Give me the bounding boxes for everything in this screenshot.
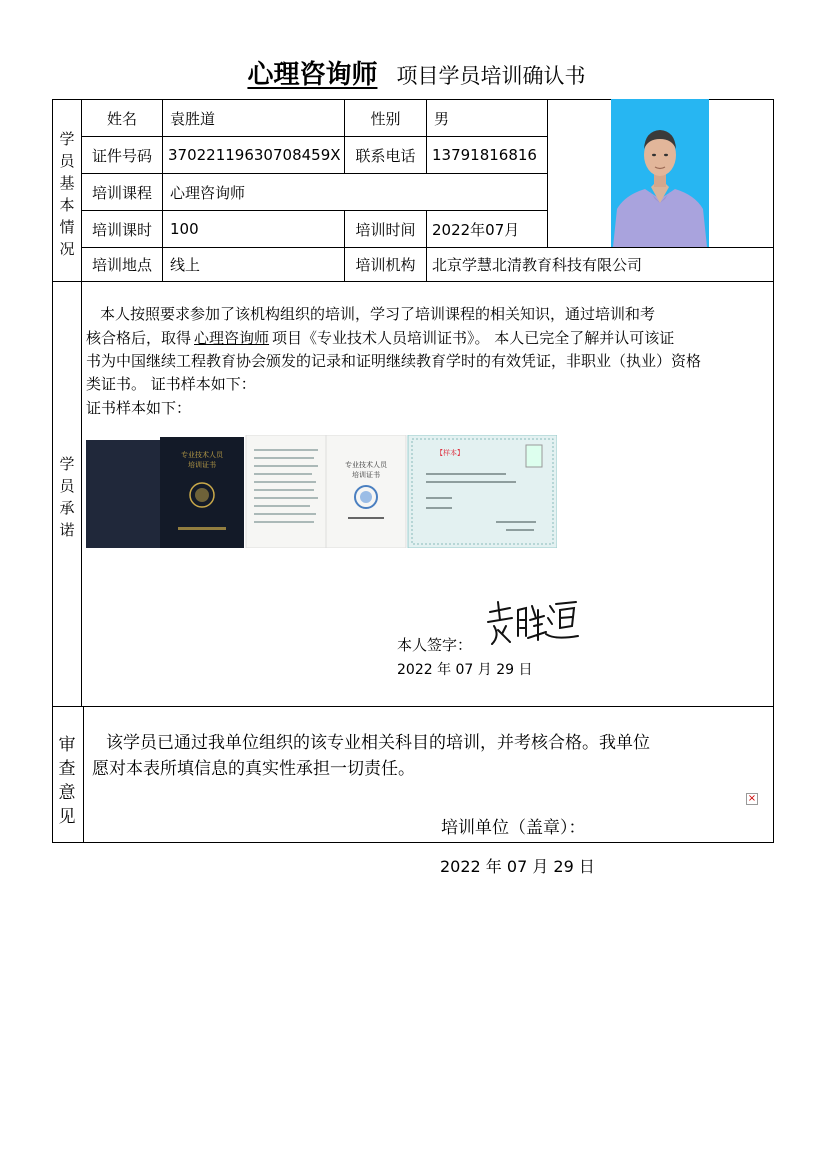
place-value: 线上 [162,247,345,282]
org-label: 培训机构 [344,247,427,282]
svg-text:专业技术人员: 专业技术人员 [345,461,387,469]
phone-label: 联系电话 [344,136,427,174]
promise-course: 心理咨询师 [194,329,270,347]
review-date: 2022 年 07 月 29 日 [440,857,595,876]
place-label: 培训地点 [81,247,163,282]
certificate-samples [86,435,557,548]
title-course: 心理咨询师 [247,60,378,90]
time-label: 培训时间 [344,210,427,248]
gender-label: 性别 [344,99,427,137]
review-line-1: 该学员已通过我单位组织的该专业相关科目的培训，并考核合格。我单位 [106,733,650,753]
stamp-label: 培训单位（盖章）： [441,818,586,838]
id-value: 37022119630708459X [162,136,345,174]
review-line-2: 愿对本表所填信息的真实性承担一切责任。 [92,759,415,779]
time-value: 2022年07月 [426,210,548,248]
promise-line-3: 书为中国继续工程教育协会颁发的记录和证明继续教育学时的有效凭证，非职业（执业）资格 [86,352,702,370]
phone-value: 13791816816 [426,136,548,174]
course-label: 培训课程 [81,173,163,211]
promise-line-1: 本人按照要求参加了该机构组织的培训，学习了培训课程的相关知识，通过培训和考 [100,305,656,323]
svg-text:专业技术人员: 专业技术人员 [181,451,223,459]
sign-label: 本人签字： [397,636,473,654]
org-value: 北京学慧北清教育科技有限公司 [426,247,774,282]
applicant-photo [611,99,709,247]
promise-date: 2022 年 07 月 29 日 [397,662,533,678]
course-value: 心理咨询师 [162,173,548,211]
basic-section-label: 学 员 基 本 情 况 [59,130,75,258]
svg-text:【样本】: 【样本】 [436,449,464,457]
svg-text:培训证书: 培训证书 [352,471,380,479]
promise-line-2: 核合格后，取得 心理咨询师 项目《专业技术人员培训证书》。 本人已完全了解并认可该证 [86,329,675,347]
promise-line-4: 类证书。 证书样本如下： [86,375,256,393]
hours-value: 100 [162,210,345,248]
title-text: 项目学员培训确认书 [396,64,586,88]
gender-value: 男 [426,99,548,137]
name-label: 姓名 [81,99,163,137]
id-label: 证件号码 [81,136,163,174]
signature-image [484,596,580,648]
promise-section-label: 学 员 承 诺 [59,455,75,539]
document-title [0,54,827,91]
review-section-label: 审 查 意 见 [58,735,76,827]
svg-text:培训证书: 培训证书 [188,461,216,469]
hours-label: 培训课时 [81,210,163,248]
promise-line-5: 证书样本如下： [86,399,192,417]
name-value: 袁胜道 [162,99,345,137]
broken-image-icon: × [747,793,757,804]
